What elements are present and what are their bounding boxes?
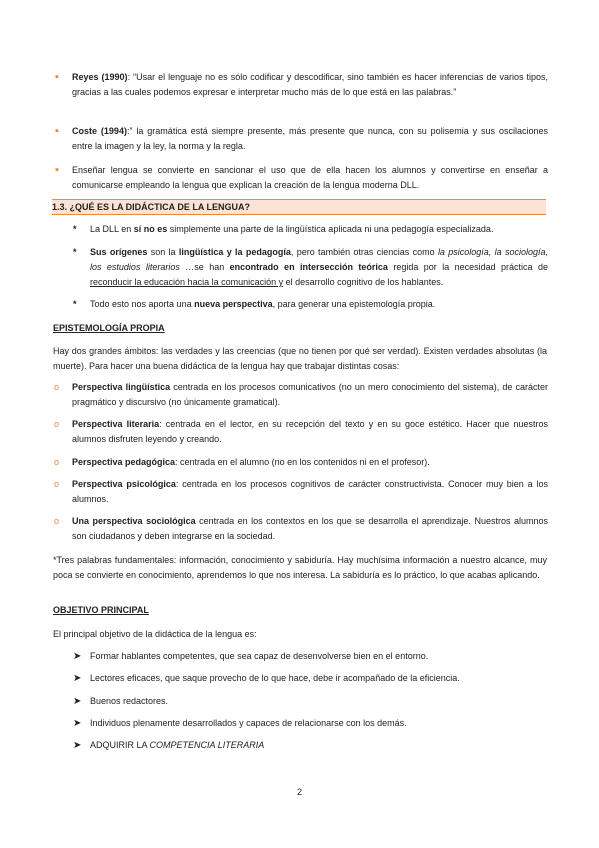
didactica-item-3: Todo esto nos aporta una nueva perspectiva, para generar una epistemología propia. <box>90 299 436 309</box>
objetivo-item-competencia: ADQUIRIR LA COMPETENCIA LITERARIA <box>90 740 265 750</box>
circle-bullet-icon: o <box>54 479 60 489</box>
quote-ensenar <box>72 163 548 193</box>
objetivo-title: OBJETIVO PRINCIPAL <box>53 605 149 615</box>
note-paragraph: *Tres palabras fundamentales: información, conocimiento y sabiduría. Hay muchísima información a nuestro alcance, muy poca se convierte en conocimiento, aprendemos lo que nos interesa. La sabiduría es lo práctico, lo que acabas aplicando. <box>53 555 547 580</box>
arrow-bullet-icon: ➤ <box>73 718 82 729</box>
circle-bullet-icon: o <box>54 516 60 526</box>
asterisk-icon: * <box>73 224 77 234</box>
section-heading: 1.3. ¿QUÉ ES LA DIDÁCTICA DE LA LENGUA? <box>52 199 546 215</box>
quote-coste <box>72 124 548 154</box>
bullet-icon: ▪ <box>55 125 59 137</box>
quote-author: Reyes (1990) <box>72 72 128 82</box>
epistemologia-title: EPISTEMOLOGÍA PROPIA <box>53 323 165 333</box>
objetivo-item: Individuos plenamente desarrollados y capaces de relacionarse con los demás. <box>90 718 407 728</box>
objetivo-item: Buenos redactores. <box>90 696 169 706</box>
perspectiva-item: Una perspectiva sociológica centrada en los contextos en los que se desarrolla el aprendizaje. Nuestros alumnos son ciudadanos y deben integrarse en la sociedad. <box>72 516 548 541</box>
asterisk-icon: * <box>73 299 77 309</box>
quote-reyes <box>72 70 548 100</box>
arrow-bullet-icon: ➤ <box>73 696 82 707</box>
perspectiva-item: Perspectiva psicológica: centrada en los procesos cognitivos de carácter constructivista. Conocer muy bien a los alumnos. <box>72 479 548 504</box>
bullet-icon: ▪ <box>55 71 59 83</box>
circle-bullet-icon: o <box>54 457 60 467</box>
objetivo-item: Lectores eficaces, que saque provecho de lo que hace, debe ir acompañado de la eficiencia. <box>90 673 460 683</box>
perspectiva-item: Perspectiva lingüística centrada en los procesos comunicativos (no un mero conocimiento del sistema), de carácter pragmático y discursivo (no únicamente gramatical). <box>72 382 548 407</box>
quote-text: : “Usar el lenguaje no es sólo codificar y descodificar, sino también es hacer inferencias de varios tipos, gracias a las cuales podemos expresar e interpretar mucho más de lo que está en las palabras.” <box>72 72 548 97</box>
circle-bullet-icon: o <box>54 419 60 429</box>
page-number: 2 <box>296 787 302 797</box>
didactica-item-2: Sus orígenes son la lingüística y la pedagogía, pero también otras ciencias como la psicología, la sociología, los estudios literarios …se han encontrado en intersección teórica regida por la necesidad práctica de reconducir la educación hacia la comunicación y el desarrollo cognitivo de los hablantes. <box>90 247 548 287</box>
quote-author: Coste (1994) <box>72 126 127 136</box>
circle-bullet-icon: o <box>54 382 60 392</box>
perspectiva-item: Perspectiva pedagógica: centrada en el alumno (no en los contenidos ni en el profesor). <box>72 457 430 467</box>
arrow-bullet-icon: ➤ <box>73 651 82 662</box>
objetivo-intro: El principal objetivo de la didáctica de la lengua es: <box>53 629 257 639</box>
quote-text: :” la gramática está siempre presente, más presente que nunca, con su polisemia y sus oscilaciones entre la imagen y la ley, la norma y la regla. <box>72 126 548 151</box>
asterisk-icon: * <box>73 247 77 257</box>
bullet-icon: ▪ <box>55 164 59 176</box>
objetivo-item: Formar hablantes competentes, que sea capaz de desenvolverse bien en el entorno. <box>90 651 429 661</box>
quote-text: Enseñar lengua se convierte en sancionar el uso que de ella hacen los alumnos y convertirse en enseñar a comunicarse empleando la lengua que explican la creación de la lengua moderna DLL. <box>72 165 548 190</box>
epistemologia-intro: Hay dos grandes ámbitos: las verdades y las creencias (que no tienen por qué ser verdad). Existen verdades absolutas (la muerte). Para hacer una buena didáctica de la lengua hay que trabajar distintas cosas: <box>53 346 547 371</box>
arrow-bullet-icon: ➤ <box>73 673 82 684</box>
perspectiva-item: Perspectiva literaria: centrada en el lector, en su recepción del texto y en su goce estético. Hacer que nuestros alumnos disfruten leyendo y creando. <box>72 419 548 444</box>
didactica-item-1: La DLL en sí no es simplemente una parte de la lingüística aplicada ni una pedagogía especializada. <box>90 224 494 234</box>
arrow-bullet-icon: ➤ <box>73 740 82 751</box>
